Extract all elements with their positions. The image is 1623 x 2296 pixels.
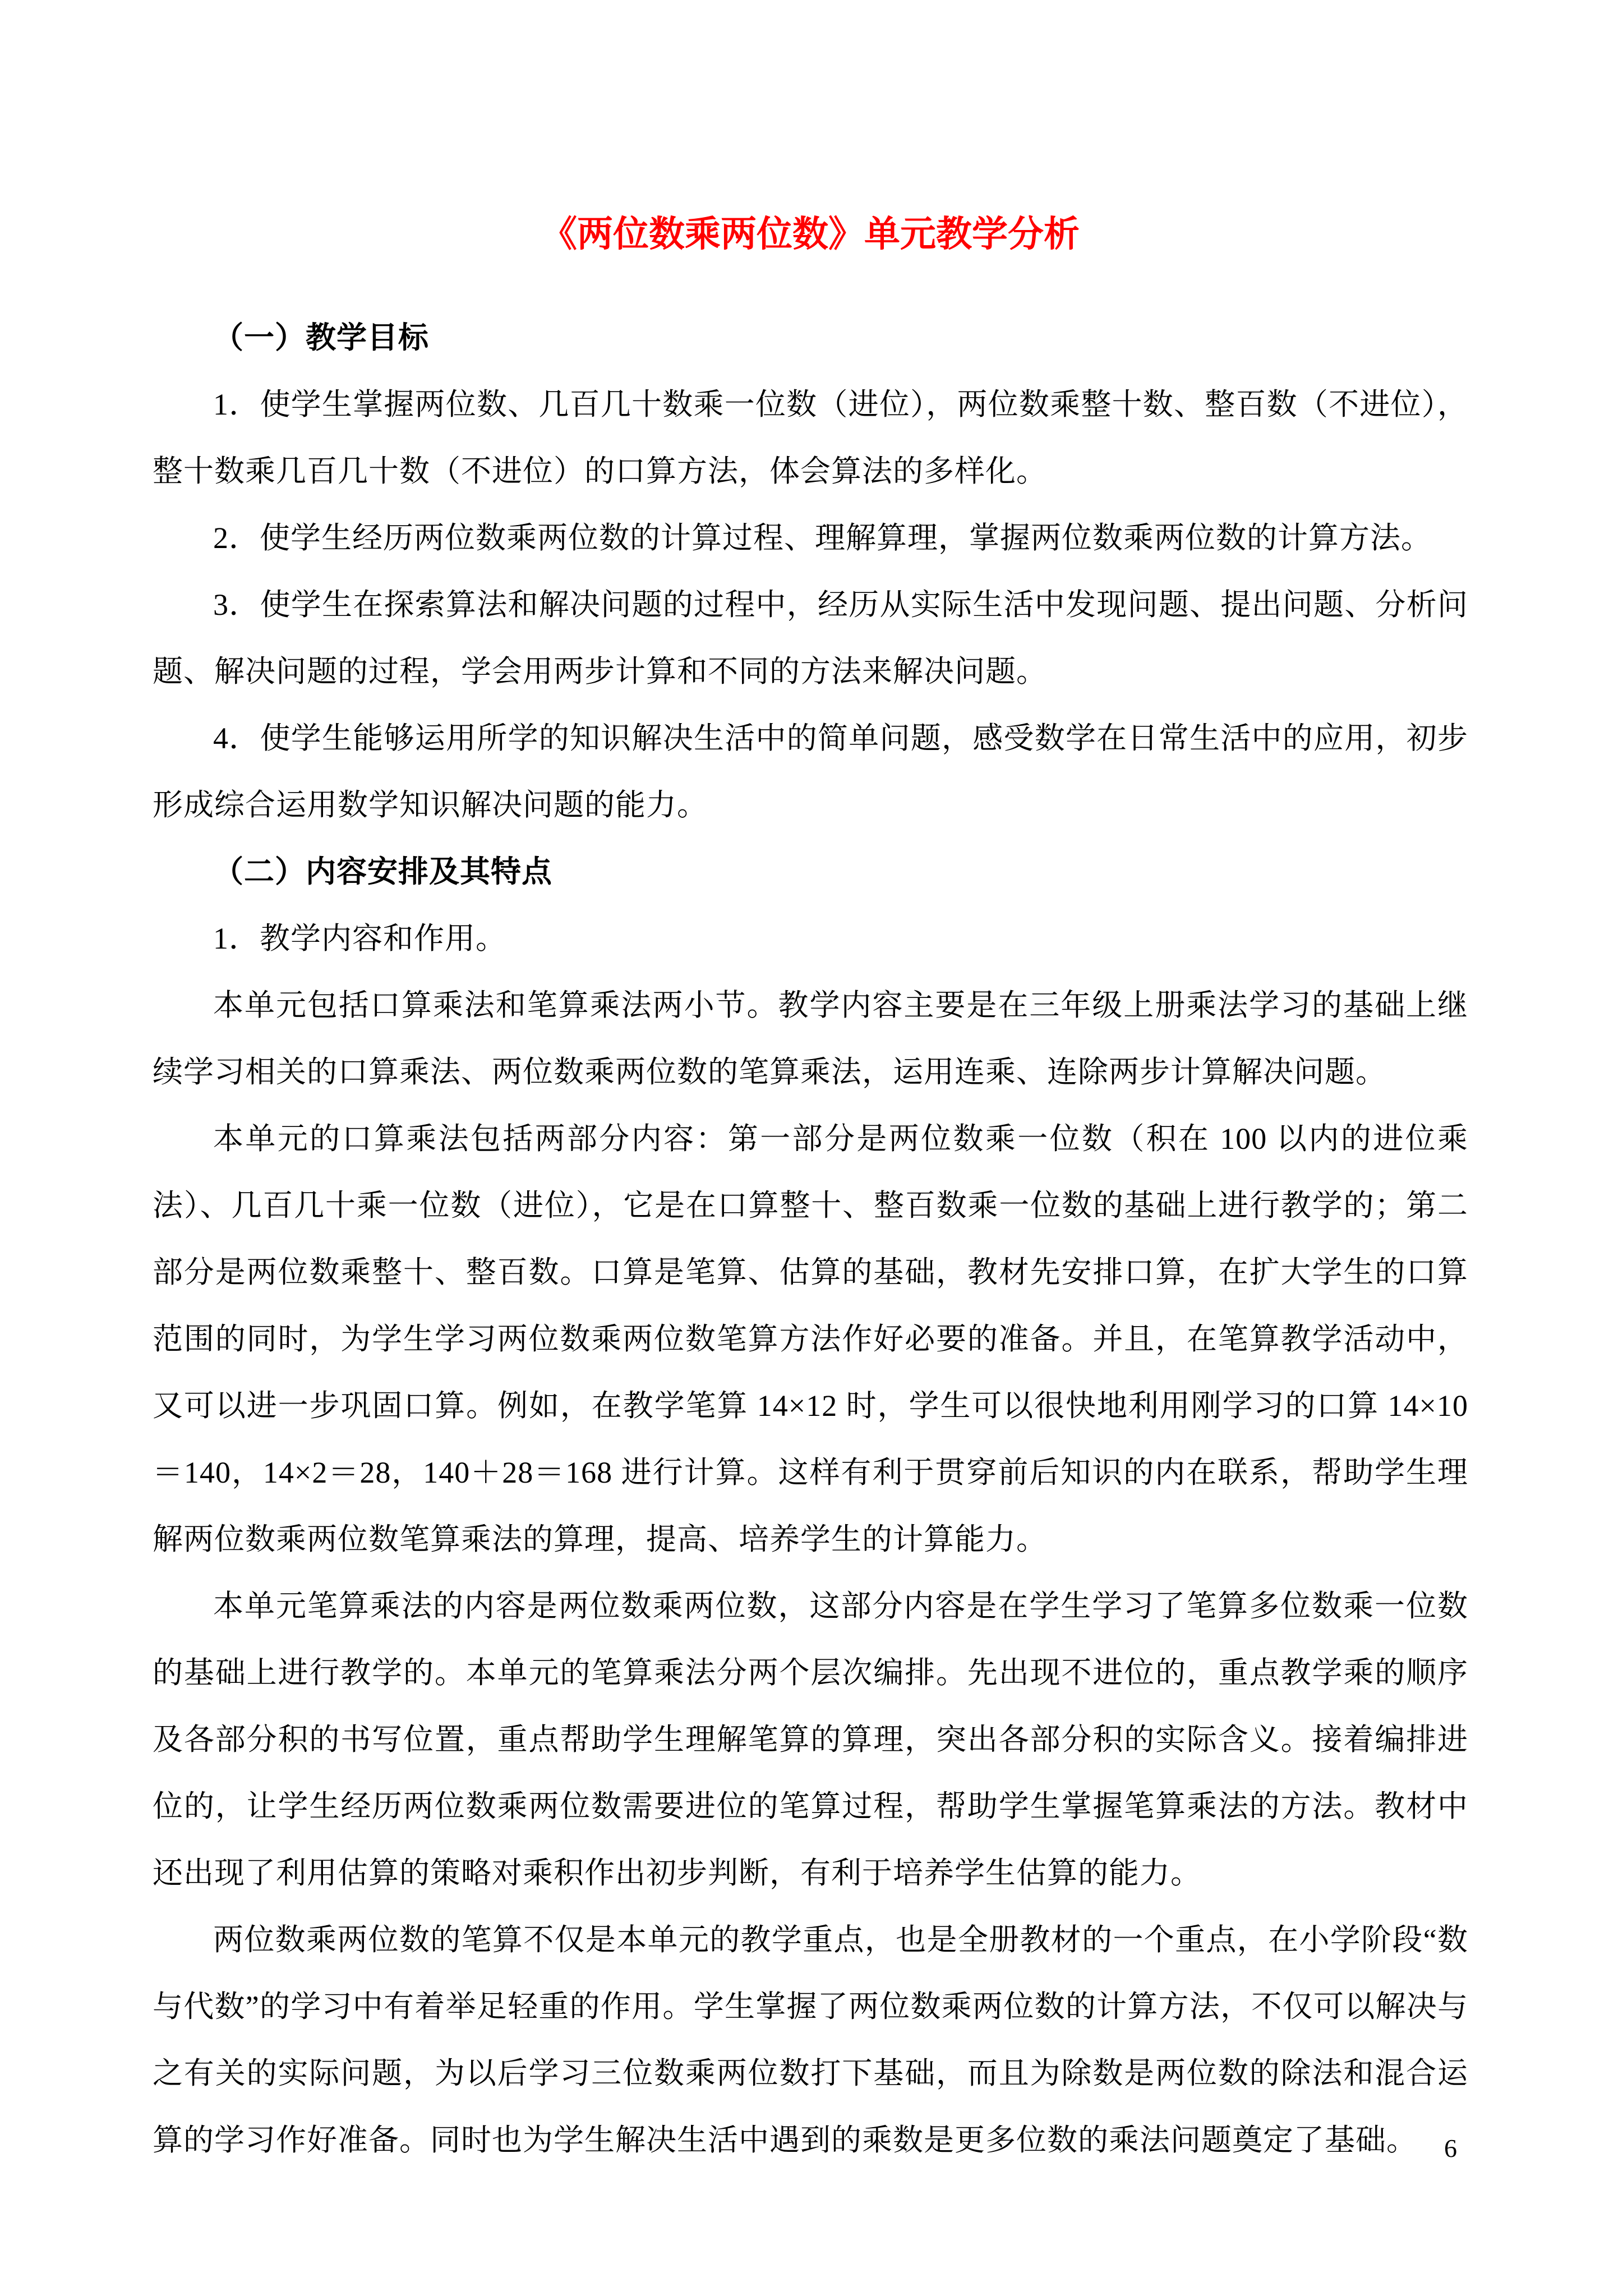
paragraph: 本单元包括口算乘法和笔算乘法两小节。教学内容主要是在三年级上册乘法学习的基础上继续学习相关的口算乘法、两位数乘两位数的笔算乘法，运用连乘、连除两步计算解决问题。 — [153, 988, 1468, 1089]
paragraph: 1．教学内容和作用。 — [213, 922, 506, 955]
section-heading: （二）内容安排及其特点 — [213, 855, 552, 889]
paragraph: 4．使学生能够运用所学的知识解决生活中的简单问题，感受数学在日常生活中的应用，初步形成综合运用数学知识解决问题的能力。 — [153, 721, 1468, 822]
page-number: 6 — [1444, 2134, 1457, 2162]
paragraph: 2．使学生经历两位数乘两位数的计算过程、理解算理，掌握两位数乘两位数的计算方法。 — [213, 521, 1432, 555]
paragraph: 1．使学生掌握两位数、几百几十数乘一位数（进位），两位数乘整十数、整百数（不进位），整十数乘几百几十数（不进位）的口算方法，体会算法的多样化。 — [153, 388, 1468, 488]
document-content — [153, 210, 1468, 2174]
paragraph: 3．使学生在探索算法和解决问题的过程中，经历从实际生活中发现问题、提出问题、分析问题、解决问题的过程，学会用两步计算和不同的方法来解决问题。 — [153, 588, 1468, 688]
document-body — [153, 305, 1468, 2174]
document-title: 《两位数乘两位数》单元教学分析 — [541, 214, 1080, 254]
paragraph: 本单元的口算乘法包括两部分内容：第一部分是两位数乘一位数（积在 100 以内的进位乘法）、几百几十乘一位数（进位），它是在口算整十、整百数乘一位数的基础上进行教学的；第二部分是两位数乘整十、整百数。口算是笔算、估算的基础，教材先安排口算，在扩大学生的口算范围的同时，为学生学习两位数乘两位数笔算方法作好必要的准备。并且，在笔算教学活动中，又可以进一步巩固口算。例如，在教学笔算 14×12 时，学生可以很快地利用刚学习的口算 14×10＝140，14×2＝28，140＋28＝168 进行计算。这样有利于贯穿前后知识的内在联系，帮助学生理解两位数乘两位数笔算乘法的算理，提高、培养学生的计算能力。 — [153, 1122, 1468, 1556]
paragraph: 两位数乘两位数的笔算不仅是本单元的教学重点，也是全册教材的一个重点，在小学阶段“数与代数”的学习中有着举足轻重的作用。学生掌握了两位数乘两位数的计算方法，不仅可以解决与之有关的实际问题，为以后学习三位数乘两位数打下基础，而且为除数是两位数的除法和混合运算的学习作好准备。同时也为学生解决生活中遇到的乘数是更多位数的乘法问题奠定了基础。 — [153, 1923, 1468, 2157]
section-heading: （一）教学目标 — [213, 321, 429, 355]
paragraph: 本单元笔算乘法的内容是两位数乘两位数，这部分内容是在学生学习了笔算多位数乘一位数的基础上进行教学的。本单元的笔算乘法分两个层次编排。先出现不进位的，重点教学乘的顺序及各部分积的书写位置，重点帮助学生理解笔算的算理，突出各部分积的实际含义。接着编排进位的，让学生经历两位数乘两位数需要进位的笔算过程，帮助学生掌握笔算乘法的方法。教材中还出现了利用估算的策略对乘积作出初步判断，有利于培养学生估算的能力。 — [153, 1589, 1468, 1890]
